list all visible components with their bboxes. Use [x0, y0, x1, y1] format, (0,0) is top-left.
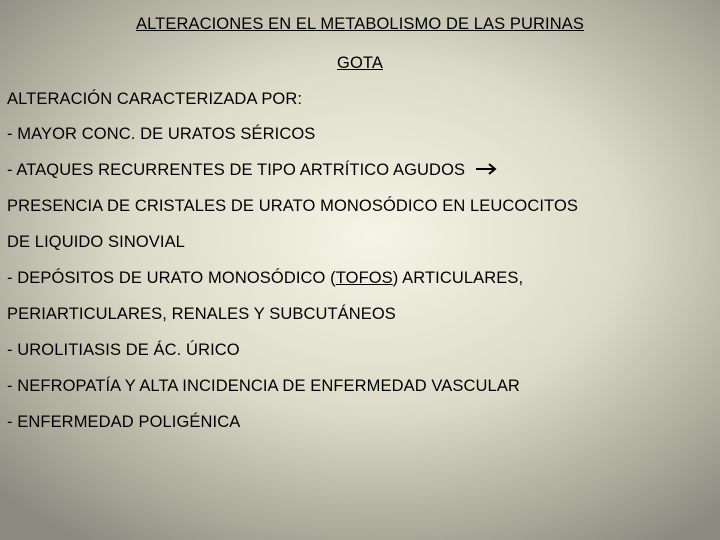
list-item: - NEFROPATÍA Y ALTA INCIDENCIA DE ENFERMEDAD VASCULAR: [7, 377, 520, 395]
list-item: - UROLITIASIS DE ÁC. ÚRICO: [7, 341, 240, 359]
list-item-text: ) ARTICULARES,: [392, 269, 524, 287]
right-arrow-icon: [475, 162, 499, 176]
list-item-text: - ATAQUES RECURRENTES DE TIPO ARTRÍTICO AGUDOS: [7, 161, 466, 179]
list-item: DE LIQUIDO SINOVIAL: [7, 233, 185, 251]
list-item: PERIARTICULARES, RENALES Y SUBCUTÁNEOS: [7, 305, 396, 323]
list-item: [7, 160, 499, 180]
slide-subtitle: GOTA: [337, 54, 383, 72]
list-item: - MAYOR CONC. DE URATOS SÉRICOS: [7, 125, 316, 143]
tofos-link[interactable]: TOFOS: [335, 269, 393, 287]
list-item: - ENFERMEDAD POLIGÉNICA: [7, 413, 241, 431]
list-item: [7, 268, 523, 288]
slide-title: ALTERACIONES EN EL METABOLISMO DE LAS PURINAS: [136, 15, 584, 33]
intro-text: ALTERACIÓN CARACTERIZADA POR:: [7, 90, 303, 108]
list-item: PRESENCIA DE CRISTALES DE URATO MONOSÓDICO EN LEUCOCITOS: [7, 197, 578, 215]
list-item-text: - DEPÓSITOS DE URATO MONOSÓDICO (: [7, 269, 336, 287]
